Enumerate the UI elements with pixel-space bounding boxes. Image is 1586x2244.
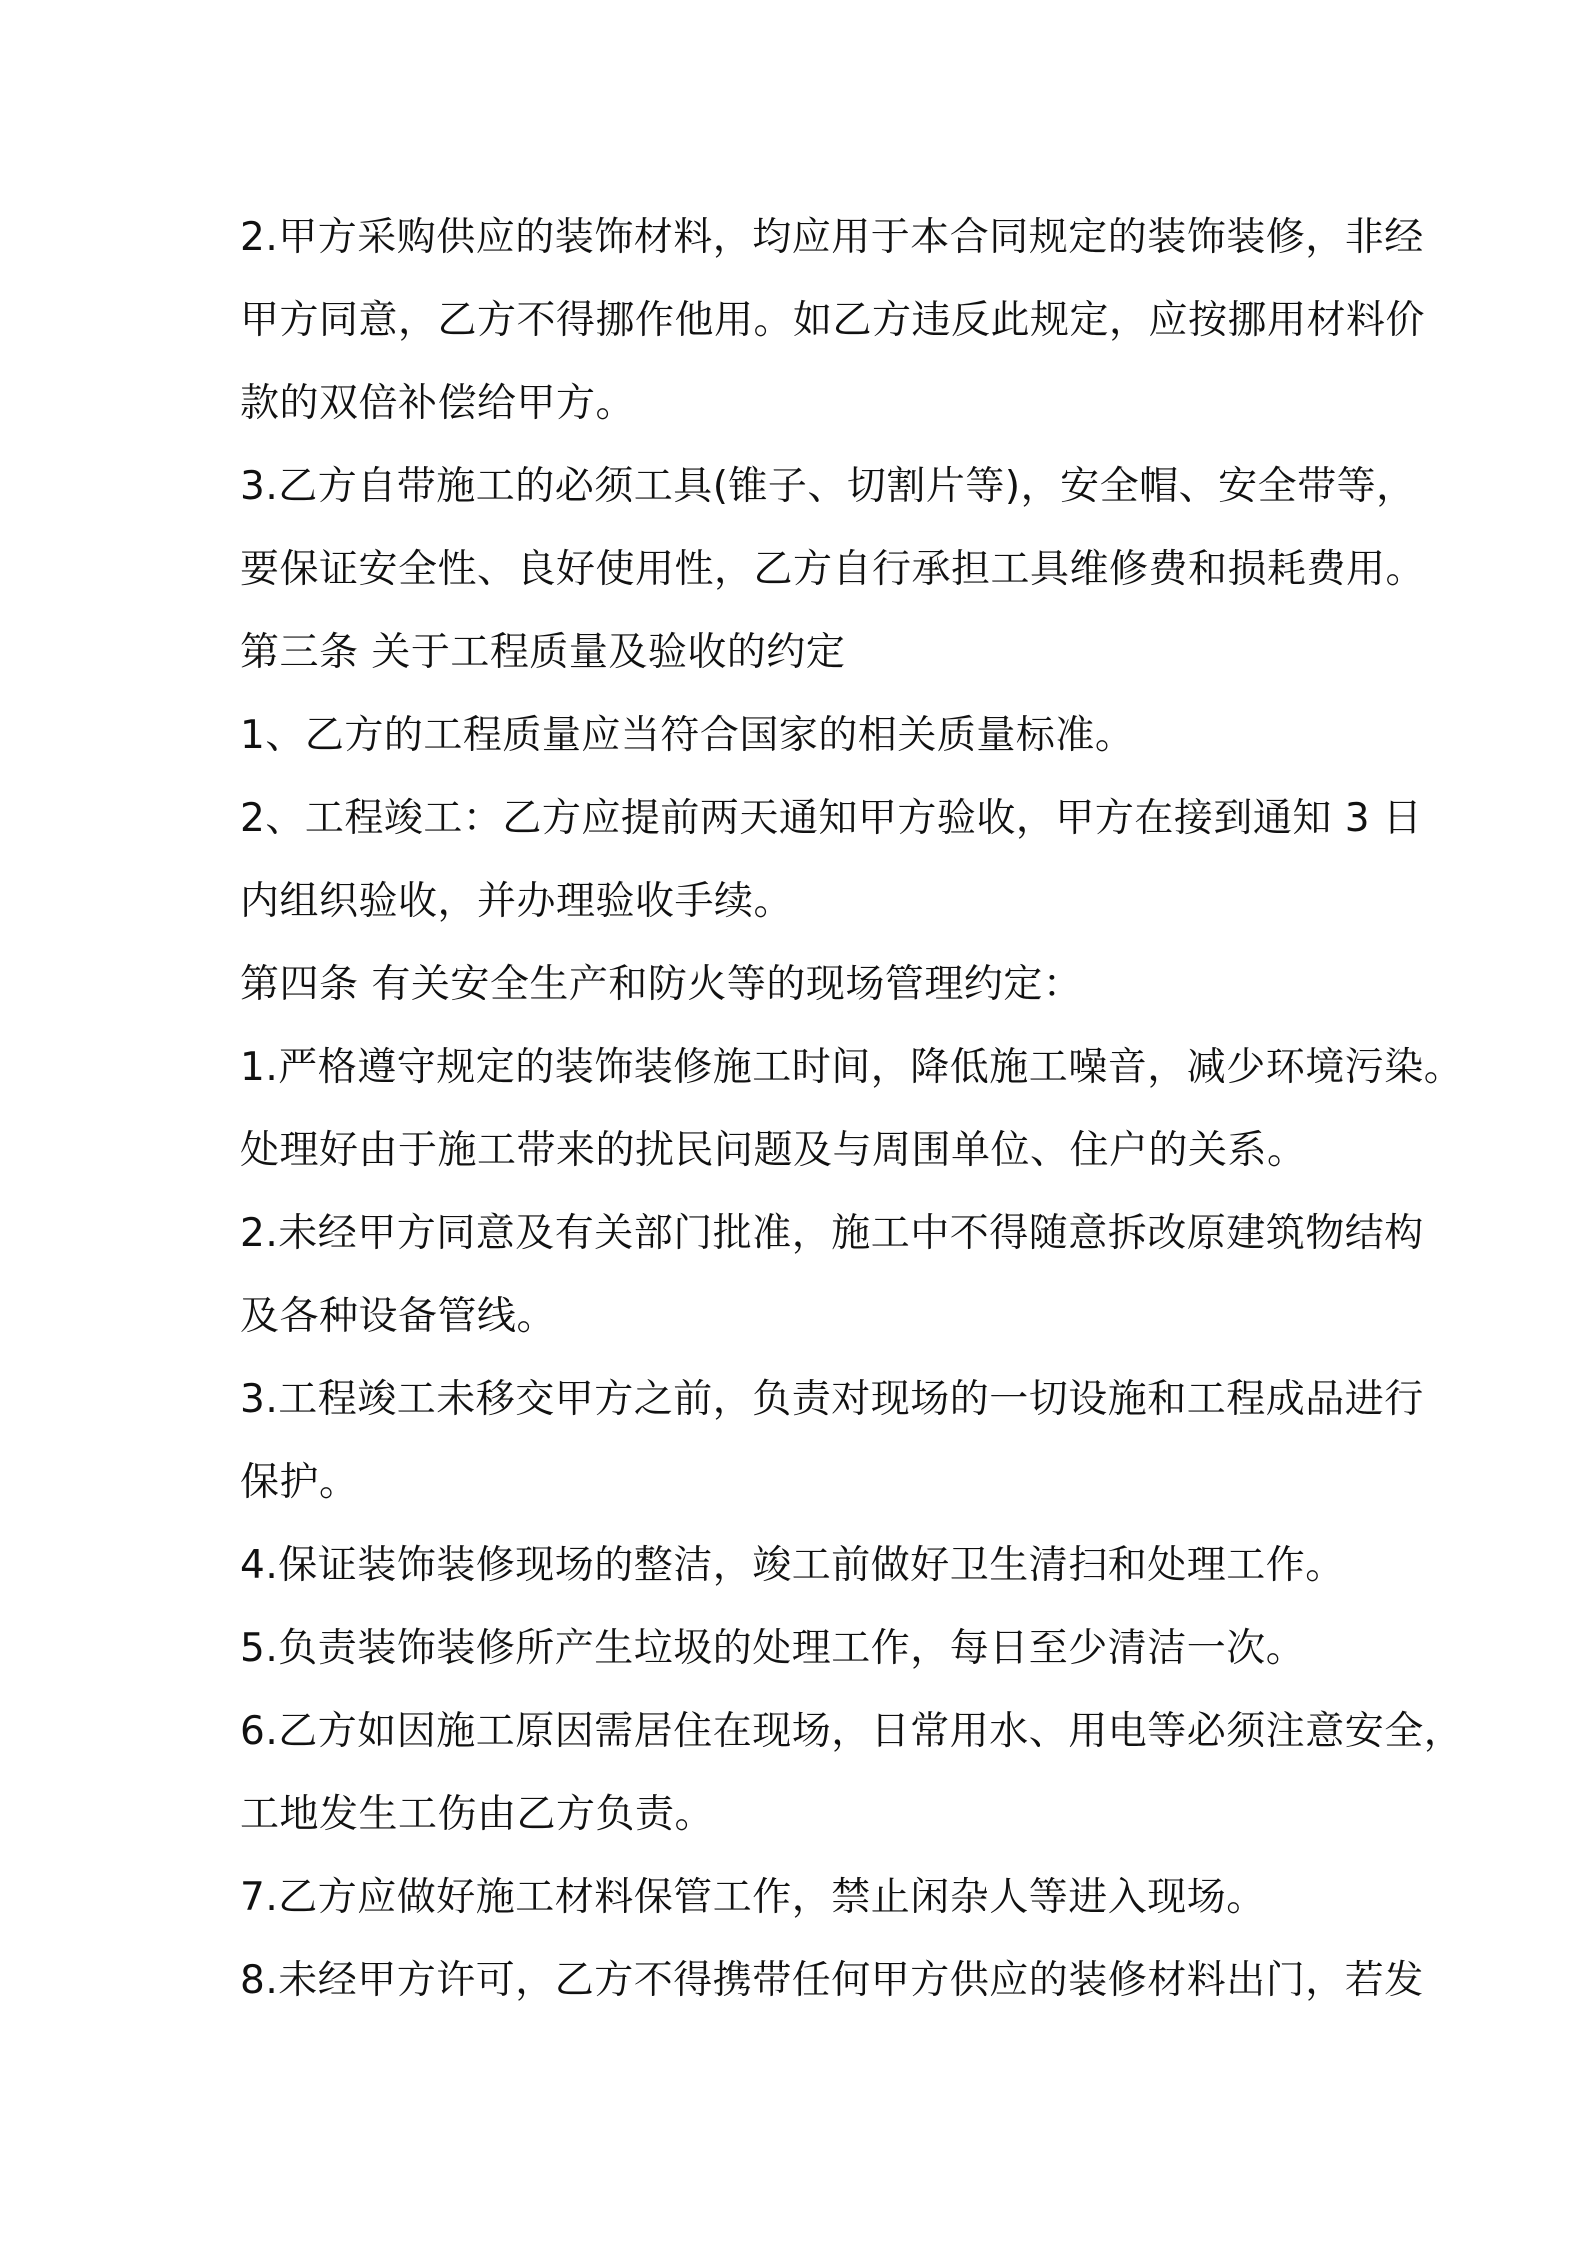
text-line: 款的双倍补偿给甲方。 [240,381,636,426]
text-line: 8.未经甲方许可，乙方不得携带任何甲方供应的装修材料出门，若发 [240,1958,1424,2003]
section-heading: 第三条 关于工程质量及验收的约定 [240,630,846,675]
text-line: 7.乙方应做好施工材料保管工作，禁止闲杂人等进入现场。 [240,1875,1266,1920]
text-line: 2、工程竣工：乙方应提前两天通知甲方验收，甲方在接到通知 3 日 [240,796,1423,841]
text-line: 处理好由于施工带来的扰民问题及与周围单位、住户的关系。 [240,1128,1307,1173]
document-body [240,196,1464,2022]
text-line: 保护。 [240,1460,359,1505]
text-line: 甲方同意，乙方不得挪作他用。如乙方违反此规定，应按挪用材料价 [240,298,1426,343]
text-line: 工地发生工伤由乙方负责。 [240,1792,715,1837]
text-line: 3.工程竣工未移交甲方之前，负责对现场的一切设施和工程成品进行 [240,1377,1424,1422]
text-line: 6.乙方如因施工原因需居住在现场，日常用水、用电等必须注意安全， [240,1709,1464,1754]
text-line: 3.乙方自带施工的必须工具(锥子、切割片等)，安全帽、安全带等， [240,464,1416,509]
text-line: 内组织验收，并办理验收手续。 [240,879,794,924]
text-line: 及各种设备管线。 [240,1294,557,1339]
text-line: 2.甲方采购供应的装饰材料，均应用于本合同规定的装饰装修，非经 [240,215,1424,260]
text-line: 要保证安全性、良好使用性，乙方自行承担工具维修费和损耗费用。 [240,547,1426,592]
text-line: 4.保证装饰装修现场的整洁，竣工前做好卫生清扫和处理工作。 [240,1543,1345,1588]
text-line: 1.严格遵守规定的装饰装修施工时间，降低施工噪音，减少环境污染。 [240,1045,1464,1090]
text-line: 2.未经甲方同意及有关部门批准，施工中不得随意拆改原建筑物结构 [240,1211,1424,1256]
text-line: 1、乙方的工程质量应当符合国家的相关质量标准。 [240,713,1135,758]
text-line: 5.负责装饰装修所产生垃圾的处理工作，每日至少清洁一次。 [240,1626,1306,1671]
section-heading: 第四条 有关安全生产和防火等的现场管理约定： [240,962,1083,1007]
